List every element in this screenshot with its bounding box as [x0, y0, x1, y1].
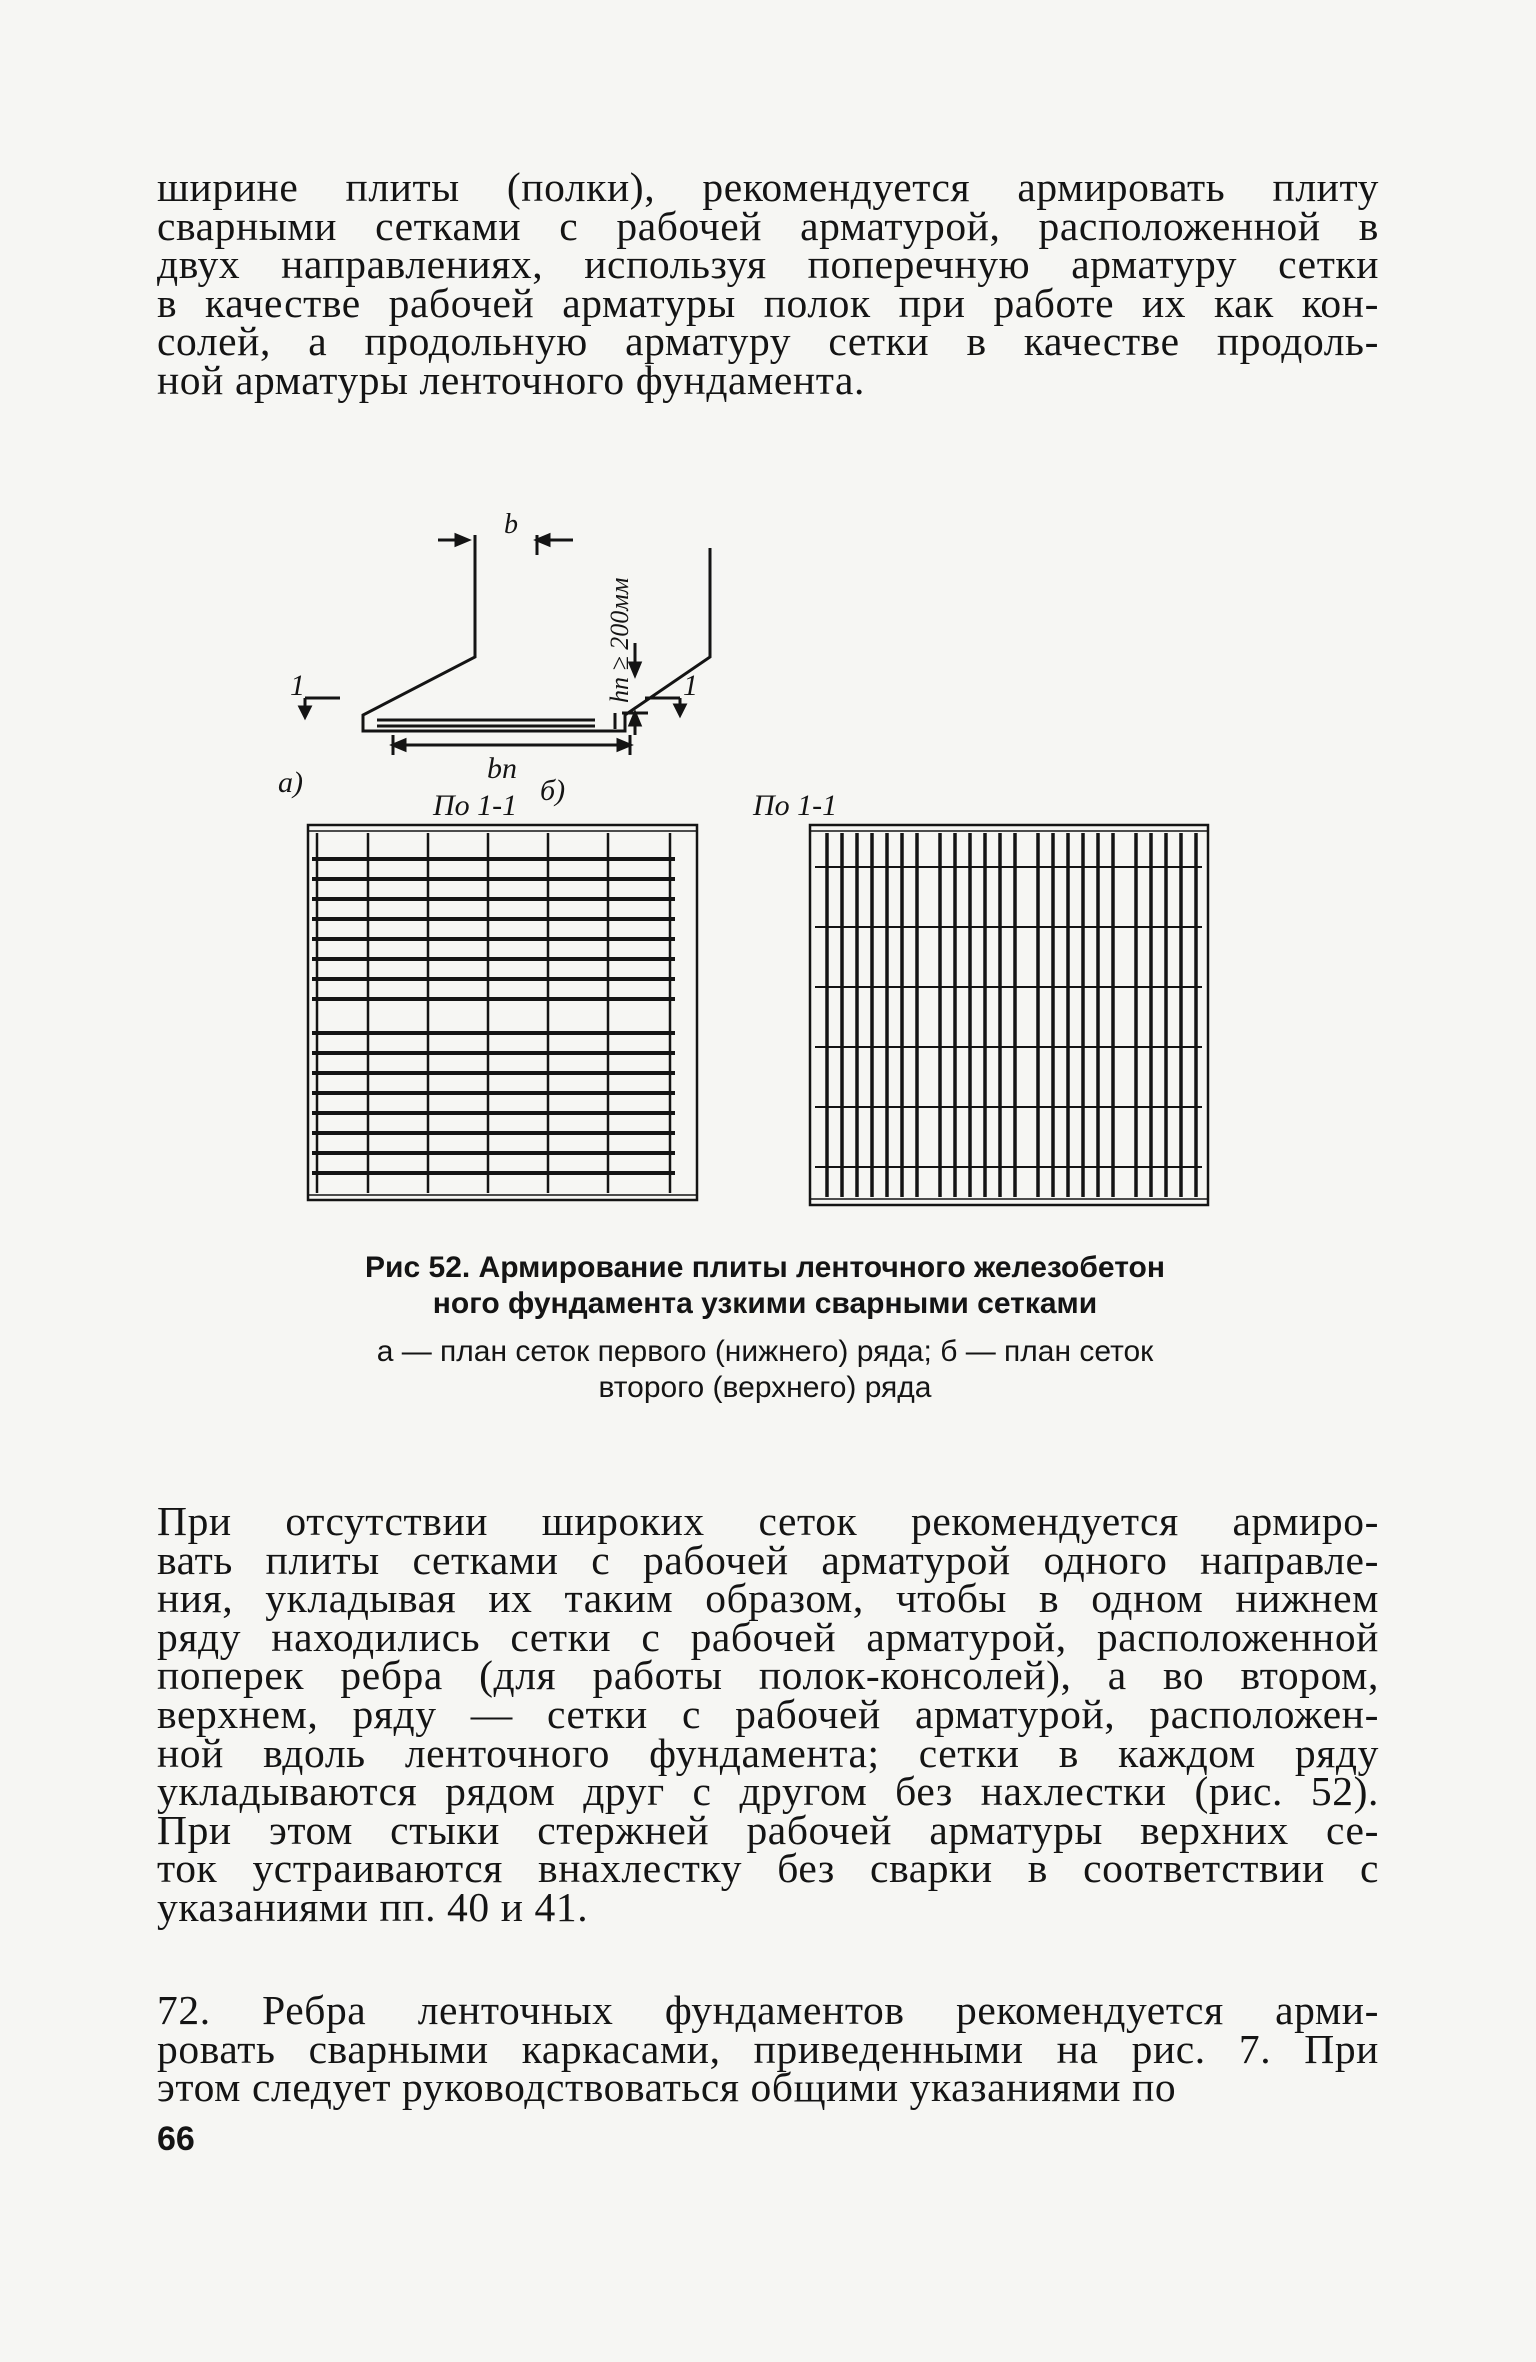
text-line: поперек ребра (для работы полок-консолей), а во втором,	[157, 1652, 1379, 1699]
text-line: в качестве рабочей арматуры полок при работе их как кон-	[157, 279, 1379, 326]
page-number: 66	[157, 2120, 195, 2158]
text-line: ток устраиваются внахлестку без сварки в соответствии с	[157, 1845, 1379, 1892]
caption-title-line-2: ного фундамента узкими сварными сетками	[432, 1287, 1098, 1320]
caption-legend-line-1: а — план сеток первого (нижнего) ряда; б — план сеток	[376, 1335, 1154, 1368]
mesh-plan-a	[308, 825, 697, 1200]
dimension-label-b: b	[504, 509, 518, 540]
figure-caption	[270, 1250, 1260, 1406]
text-line: ной вдоль ленточного фундамента; сетки в каждом ряду	[157, 1729, 1379, 1776]
panel-label-a: а)	[278, 766, 303, 799]
caption-legend-line-2: второго (верхнего) ряда	[598, 1371, 932, 1404]
text-line: При отсутствии широких сеток рекомендуется армиро-	[157, 1498, 1379, 1544]
text-line: верхнем, ряду — сетки с рабочей арматурой, расположен-	[157, 1690, 1379, 1737]
caption-title	[270, 1250, 1260, 1322]
text-line: сварными сетками с рабочей арматурой, расположенной в	[157, 202, 1379, 249]
text-line: указаниями пп. 40 и 41.	[157, 1883, 589, 1930]
dimension-label-bn: bп	[487, 752, 517, 785]
foundation-section	[300, 535, 710, 755]
text-line: ровать сварными каркасами, приведенными на рис. 7. При	[157, 2025, 1379, 2072]
caption-legend	[270, 1334, 1260, 1406]
text-line: вать плиты сетками с рабочей арматурой одного направле-	[157, 1536, 1379, 1583]
text-line: ширине плиты (полки), рекомендуется армировать плиту	[157, 164, 1379, 210]
text-line: укладываются рядом друг с другом без нахлестки (рис. 52).	[157, 1768, 1379, 1815]
dimension-label-hn: hп ≥ 200мм	[605, 577, 634, 703]
section-title-a: По 1-1	[433, 789, 518, 822]
figure-52	[278, 495, 1230, 1230]
paragraph-intro	[157, 164, 1379, 403]
section-mark-left: 1	[290, 669, 305, 702]
text-line: этом следует руководствоваться общими указаниями по	[157, 2064, 1177, 2111]
text-line: ния, укладывая их таким образом, чтобы в одном нижнем	[157, 1575, 1379, 1622]
text-line: двух направлениях, используя поперечную арматуру сетки	[157, 241, 1379, 288]
paragraph-item-72	[157, 1987, 1379, 2111]
paragraph-narrow-meshes	[157, 1498, 1379, 1930]
text-line: При этом стыки стержней рабочей арматуры верхних се-	[157, 1806, 1379, 1853]
section-title-b: По 1-1	[753, 789, 838, 822]
panel-label-b: б)	[540, 774, 566, 807]
text-line: солей, а продольную арматуру сетки в качестве продоль-	[157, 318, 1379, 365]
text-line: ряду находились сетки с рабочей арматурой, расположенной	[157, 1613, 1379, 1660]
caption-title-line-1: Рис 52. Армирование плиты ленточного железобетон	[365, 1251, 1165, 1284]
text-line: 72. Ребра ленточных фундаментов рекомендуется арми-	[157, 1987, 1379, 2033]
section-mark-right: 1	[683, 669, 698, 702]
mesh-plan-b	[810, 825, 1208, 1205]
text-line: ной арматуры ленточного фундамента.	[157, 356, 865, 403]
